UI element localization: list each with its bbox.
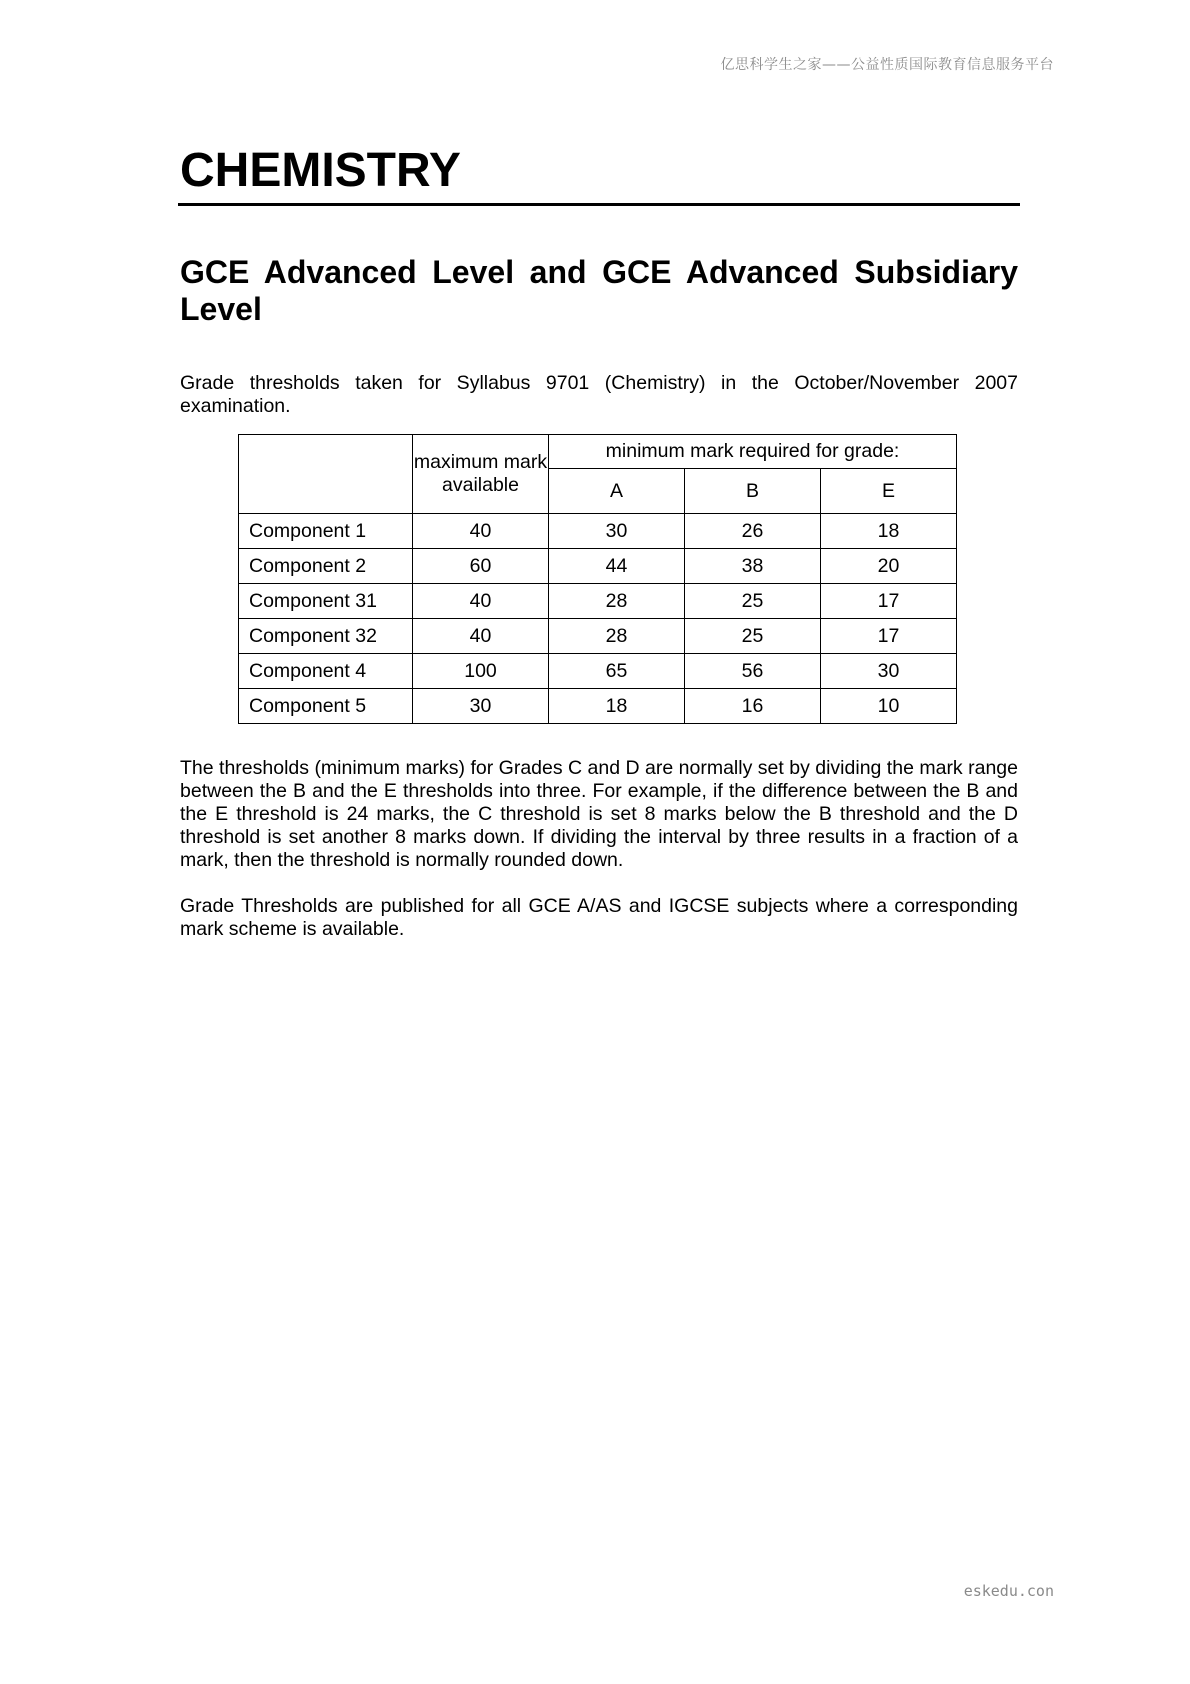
- grade-b-cell: 25: [685, 584, 821, 619]
- component-name: Component 1: [239, 514, 413, 549]
- grade-e-cell: 17: [821, 584, 957, 619]
- grade-b-cell: 25: [685, 619, 821, 654]
- grade-e-cell: 18: [821, 514, 957, 549]
- grade-a-cell: 18: [549, 689, 685, 724]
- document-body: [180, 140, 1018, 941]
- max-mark-cell: 40: [413, 619, 549, 654]
- component-name: Component 2: [239, 549, 413, 584]
- max-mark-cell: 40: [413, 514, 549, 549]
- header-grade-a: A: [549, 469, 685, 514]
- subtitle-line-1: GCE Advanced Level and GCE Advanced Subsidiary: [180, 254, 1018, 290]
- table-row: [239, 619, 957, 654]
- grade-a-cell: 65: [549, 654, 685, 689]
- document-title: CHEMISTRY: [180, 144, 461, 197]
- table-row: [239, 654, 957, 689]
- document-subtitle: [180, 254, 1018, 328]
- grade-e-cell: 30: [821, 654, 957, 689]
- header-grade-e: E: [821, 469, 957, 514]
- grade-a-cell: 30: [549, 514, 685, 549]
- grade-e-cell: 10: [821, 689, 957, 724]
- grade-a-cell: 28: [549, 619, 685, 654]
- max-mark-cell: 60: [413, 549, 549, 584]
- header-grade-b: B: [685, 469, 821, 514]
- published-note: Grade Thresholds are published for all GCE A/AS and IGCSE subjects where a corresponding mark scheme is available.: [180, 895, 1018, 940]
- max-mark-cell: 100: [413, 654, 549, 689]
- grade-b-cell: 26: [685, 514, 821, 549]
- grade-a-cell: 44: [549, 549, 685, 584]
- max-mark-cell: 40: [413, 584, 549, 619]
- threshold-explanation: The thresholds (minimum marks) for Grades C and D are normally set by dividing the mark range between the B and the E thresholds into three. For example, if the difference between the B and the E threshold is 24 marks, the C threshold is set 8 marks below the B threshold and the D threshold is set another 8 marks down. If dividing the interval by three results in a fraction of a mark, then the threshold is normally rounded down.: [180, 757, 1018, 871]
- component-name: Component 31: [239, 584, 413, 619]
- header-watermark: 亿思科学生之家——公益性质国际教育信息服务平台: [720, 57, 1054, 73]
- grade-e-cell: 17: [821, 619, 957, 654]
- table-row: [239, 549, 957, 584]
- footer-watermark: eskedu.con: [963, 1582, 1054, 1600]
- grade-a-cell: 28: [549, 584, 685, 619]
- intro-paragraph: Grade thresholds taken for Syllabus 9701 (Chemistry) in the October/November 2007 examination.: [180, 372, 1018, 417]
- header-max-mark: maximum mark available: [413, 435, 549, 514]
- component-name: Component 4: [239, 654, 413, 689]
- max-mark-cell: 30: [413, 689, 549, 724]
- table-row: [239, 689, 957, 724]
- component-name: Component 5: [239, 689, 413, 724]
- header-min-mark: minimum mark required for grade:: [549, 435, 957, 469]
- grade-e-cell: 20: [821, 549, 957, 584]
- table-row: [239, 584, 957, 619]
- grade-b-cell: 56: [685, 654, 821, 689]
- component-name: Component 32: [239, 619, 413, 654]
- grade-b-cell: 38: [685, 549, 821, 584]
- grade-b-cell: 16: [685, 689, 821, 724]
- table-row: [239, 514, 957, 549]
- grade-threshold-table: [238, 434, 957, 724]
- title-rule: [178, 203, 1020, 206]
- table-corner-cell: [239, 435, 413, 514]
- subtitle-line-2: Level: [180, 291, 262, 327]
